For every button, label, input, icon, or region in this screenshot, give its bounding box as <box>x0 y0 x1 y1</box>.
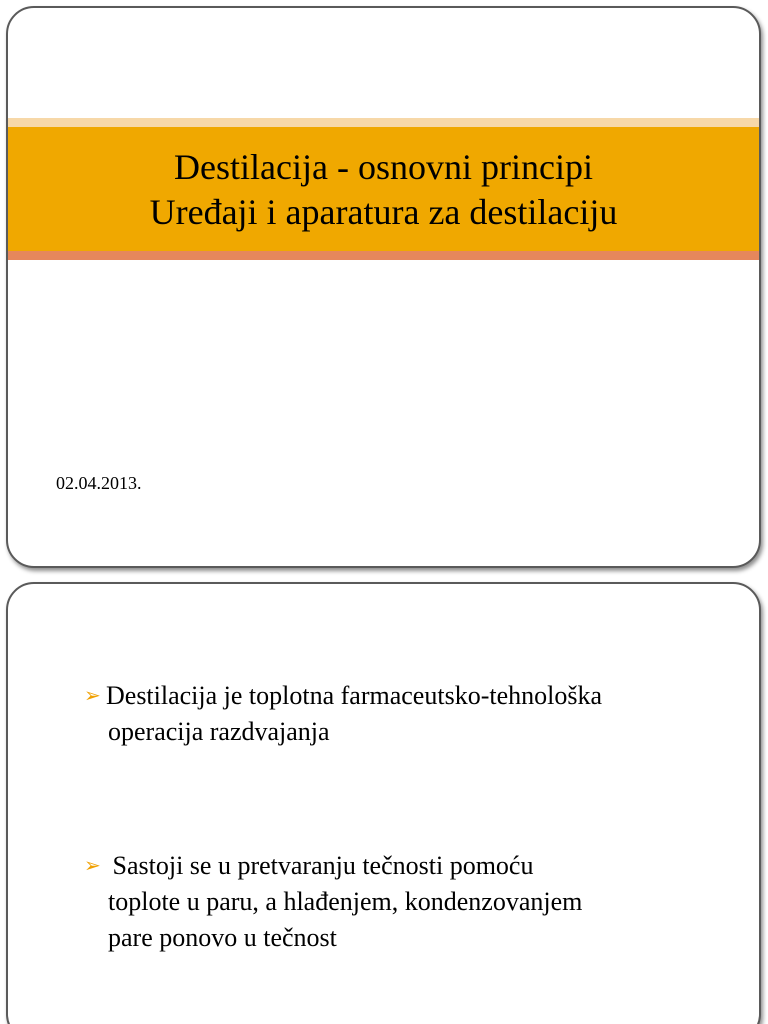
bullet-item <box>84 847 744 956</box>
slide-title <box>8 145 759 235</box>
bullet-text: Sastoji se u pretvaranju tečnosti pomoću <box>106 851 534 880</box>
title-slide <box>6 6 761 568</box>
bullet-first-line <box>84 677 744 714</box>
slide-title-line-2: Uređaji i aparatura za destilaciju <box>149 192 618 232</box>
bullet-text-continuation: operacija razdvajanja <box>108 717 330 746</box>
bullet-item <box>84 677 744 750</box>
content-slide <box>6 582 761 1024</box>
bullet-text-continuation: toplote u paru, a hlađenjem, kondenzovanjem <box>108 887 583 916</box>
arrow-right-icon: ➢ <box>84 853 101 877</box>
slide-title-line-1: Destilacija - osnovni principi <box>174 147 593 187</box>
bullet-text-continuation: pare ponovo u tečnost <box>108 923 337 952</box>
arrow-right-icon: ➢ <box>84 683 101 707</box>
bullet-text: Destilacija je toplotna farmaceutsko-tehnološka <box>106 681 602 710</box>
title-band-top-stripe <box>8 118 759 127</box>
bullet-first-line <box>84 847 744 884</box>
title-band-bottom-stripe <box>8 251 759 260</box>
slide-date: 02.04.2013. <box>56 473 142 493</box>
